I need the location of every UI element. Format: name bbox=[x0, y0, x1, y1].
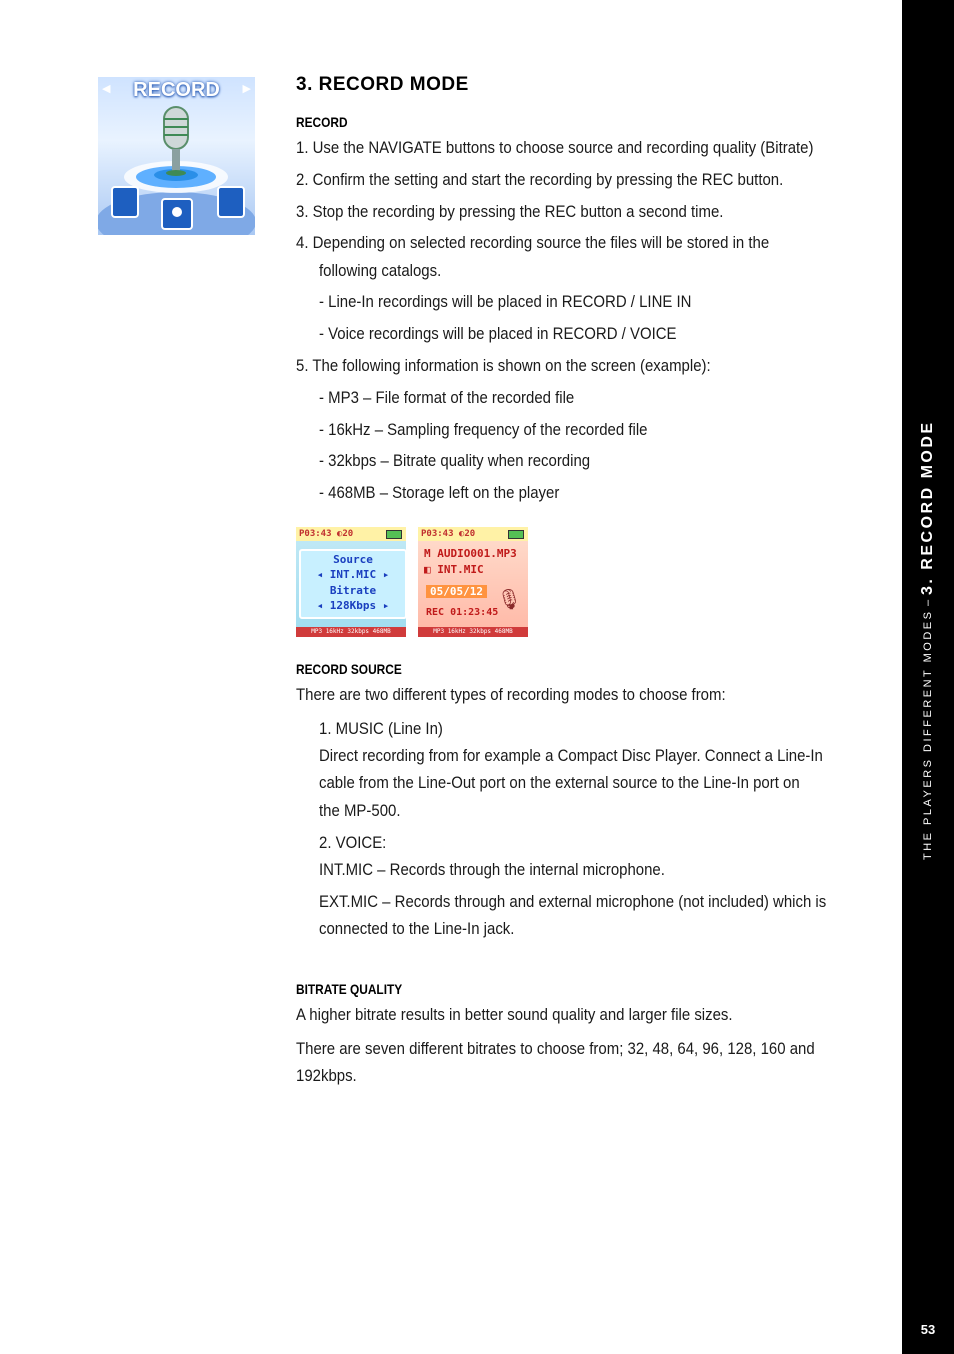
record-source: ◧ INT.MIC bbox=[424, 563, 484, 576]
page-number: 53 bbox=[920, 1322, 936, 1337]
lcd-screen-settings bbox=[296, 527, 406, 637]
section-heading-record: RECORD bbox=[296, 114, 348, 130]
lcd-footer: MP3 16kHz 32kbps 468MB bbox=[418, 627, 528, 637]
paragraph-line: A higher bitrate results in better sound quality and larger file sizes. bbox=[296, 1005, 733, 1024]
paragraph-line: cable from the Line-Out port on the external source to the Line-In port on bbox=[319, 773, 800, 792]
battery-icon bbox=[386, 530, 402, 539]
section-heading-bitrate-quality: BITRATE QUALITY bbox=[296, 981, 403, 997]
paragraph-line: 2. VOICE: bbox=[319, 833, 387, 852]
list-item: 4. Depending on selected recording source the files will be stored in the bbox=[296, 233, 770, 252]
record-time: REC 01:23:45 bbox=[426, 607, 499, 618]
list-item: - 468MB – Storage left on the player bbox=[319, 483, 560, 502]
microphone-icon: 🎙 bbox=[496, 587, 522, 611]
battery-icon bbox=[508, 530, 524, 539]
sidebar-chapter-title bbox=[904, 420, 952, 860]
paragraph-line: the MP-500. bbox=[319, 801, 401, 820]
left-arrow-icon: ◀ bbox=[102, 83, 111, 95]
settings-panel bbox=[299, 549, 406, 619]
source-value: ◂ INT.MIC ▸ bbox=[316, 568, 390, 581]
bitrate-value: ◂ 128Kbps ▸ bbox=[316, 599, 390, 612]
bitrate-label: Bitrate bbox=[329, 584, 377, 597]
list-item: - Voice recordings will be placed in RECORD / VOICE bbox=[319, 324, 677, 343]
lcd-footer: MP3 16kHz 32kbps 468MB bbox=[296, 627, 406, 637]
list-item: 2. Confirm the setting and start the recording by pressing the REC button. bbox=[296, 170, 784, 189]
sidebar-dash: – bbox=[922, 599, 934, 606]
section-heading-record-source: RECORD SOURCE bbox=[296, 661, 402, 677]
sidebar-chapter-label: 3. RECORD MODE bbox=[919, 420, 936, 596]
paragraph-line: INT.MIC – Records through the internal microphone. bbox=[319, 860, 665, 879]
file-name: M AUDIO001.MP3 bbox=[424, 547, 517, 560]
record-date: 05/05/12 bbox=[426, 585, 487, 598]
list-item: - 16kHz – Sampling frequency of the recorded file bbox=[319, 420, 648, 439]
lcd-status: P03:43 ◐20 bbox=[421, 529, 476, 539]
record-mode-illustration bbox=[98, 77, 255, 235]
paragraph-line: There are two different types of recording modes to choose from: bbox=[296, 685, 726, 704]
record-illustration-title: RECORD bbox=[133, 79, 220, 101]
microphone-icon bbox=[98, 77, 255, 235]
list-item: - Line-In recordings will be placed in RECORD / LINE IN bbox=[319, 292, 692, 311]
list-item: 3. Stop the recording by pressing the REC button a second time. bbox=[296, 202, 724, 221]
list-item: 1. Use the NAVIGATE buttons to choose source and recording quality (Bitrate) bbox=[296, 138, 814, 157]
lcd-status: P03:43 ◐20 bbox=[299, 529, 354, 539]
paragraph-line: 192kbps. bbox=[296, 1066, 357, 1085]
list-item: 5. The following information is shown on the screen (example): bbox=[296, 356, 711, 375]
list-item: following catalogs. bbox=[319, 261, 442, 280]
paragraph-line: There are seven different bitrates to choose from; 32, 48, 64, 96, 128, 160 and bbox=[296, 1039, 815, 1058]
paragraph-line: 1. MUSIC (Line In) bbox=[319, 719, 443, 738]
sidebar-section-label: THE PLAYERS DIFFERENT MODES bbox=[922, 609, 934, 860]
page-title: 3. RECORD MODE bbox=[296, 74, 469, 95]
list-item: - 32kbps – Bitrate quality when recording bbox=[319, 451, 591, 470]
lcd-screen-recording bbox=[418, 527, 528, 637]
right-arrow-icon: ▶ bbox=[242, 83, 251, 95]
paragraph-line: Direct recording from for example a Compact Disc Player. Connect a Line-In bbox=[319, 746, 823, 765]
list-item: - MP3 – File format of the recorded file bbox=[319, 388, 575, 407]
source-label: Source bbox=[333, 553, 373, 566]
paragraph-line: connected to the Line-In jack. bbox=[319, 919, 515, 938]
paragraph-line: EXT.MIC – Records through and external microphone (not included) which is bbox=[319, 892, 827, 911]
